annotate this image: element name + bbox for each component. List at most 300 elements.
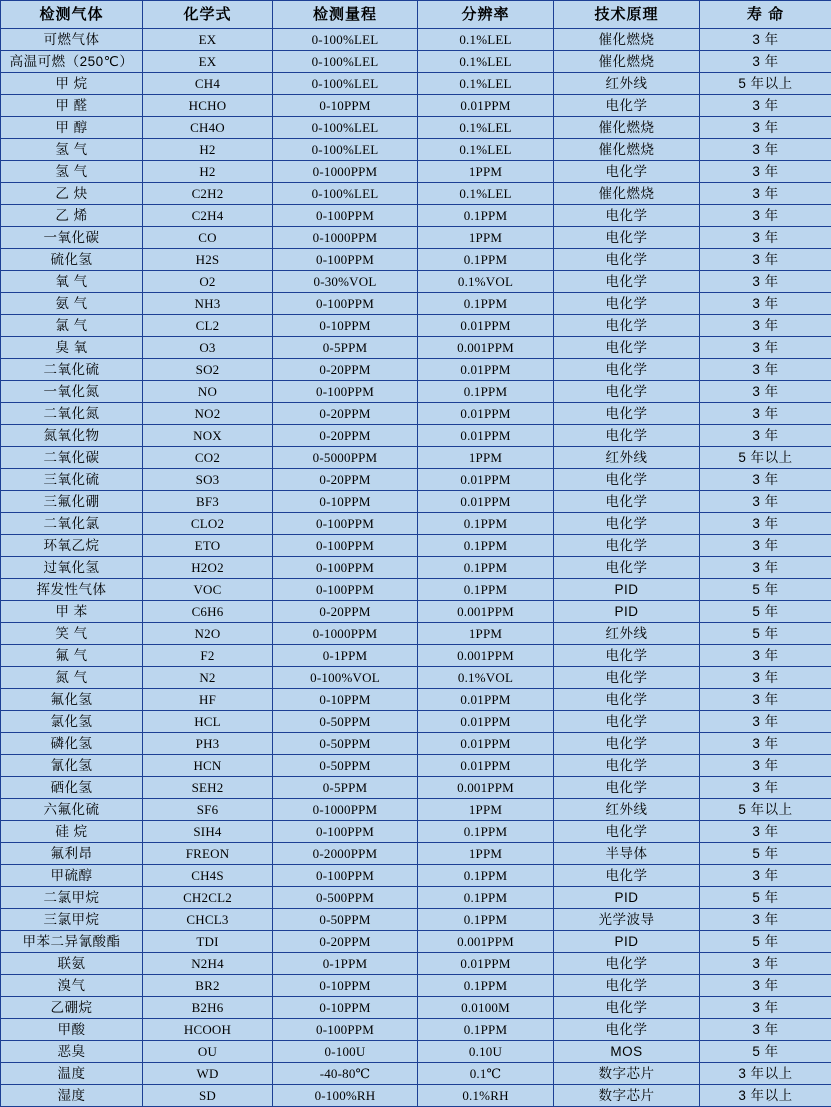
cell-lifetime: 3 年 [700,821,831,843]
cell-range: 0-30%VOL [273,271,418,293]
cell-range: 0-50PPM [273,733,418,755]
cell-range: 0-100%LEL [273,73,418,95]
cell-gas: 联氨 [1,953,143,975]
cell-principle: 电化学 [554,821,700,843]
cell-gas: 氮氧化物 [1,425,143,447]
cell-gas: 磷化氢 [1,733,143,755]
table-row [1,799,831,821]
cell-resolution: 0.0100M [418,997,554,1019]
table-row [1,865,831,887]
cell-lifetime: 3 年 [700,645,831,667]
cell-range: 0-10PPM [273,95,418,117]
cell-formula: NO [143,381,273,403]
table-row [1,183,831,205]
cell-principle: 红外线 [554,73,700,95]
table-row [1,95,831,117]
cell-gas: 乙硼烷 [1,997,143,1019]
table-row [1,953,831,975]
cell-formula: EX [143,29,273,51]
cell-principle: 电化学 [554,997,700,1019]
cell-resolution: 0.1PPM [418,293,554,315]
cell-formula: PH3 [143,733,273,755]
cell-formula: F2 [143,645,273,667]
cell-formula: HCHO [143,95,273,117]
cell-resolution: 0.01PPM [418,95,554,117]
cell-resolution: 0.1%LEL [418,139,554,161]
column-header-resolution: 分辨率 [418,1,554,29]
cell-gas: 二氧化氯 [1,513,143,535]
cell-range: 0-10PPM [273,997,418,1019]
table-row [1,293,831,315]
cell-formula: H2O2 [143,557,273,579]
cell-resolution: 0.1PPM [418,865,554,887]
cell-formula: C2H4 [143,205,273,227]
cell-resolution: 0.001PPM [418,777,554,799]
table-row [1,931,831,953]
cell-range: 0-20PPM [273,601,418,623]
cell-resolution: 0.1%LEL [418,51,554,73]
cell-principle: 电化学 [554,359,700,381]
cell-lifetime: 3 年 [700,953,831,975]
table-row [1,667,831,689]
cell-principle: 电化学 [554,535,700,557]
cell-range: 0-20PPM [273,359,418,381]
cell-lifetime: 3 年 [700,689,831,711]
cell-principle: 催化燃烧 [554,51,700,73]
cell-range: 0-100PPM [273,579,418,601]
cell-lifetime: 3 年 [700,711,831,733]
cell-principle: 红外线 [554,799,700,821]
cell-lifetime: 3 年 [700,139,831,161]
cell-gas: 甲苯二异氰酸酯 [1,931,143,953]
cell-lifetime: 3 年以上 [700,1085,831,1107]
table-row [1,623,831,645]
cell-range: 0-10PPM [273,491,418,513]
cell-lifetime: 3 年 [700,975,831,997]
cell-resolution: 0.01PPM [418,689,554,711]
table-row [1,997,831,1019]
cell-resolution: 0.1PPM [418,535,554,557]
cell-gas: 溴气 [1,975,143,997]
cell-formula: OU [143,1041,273,1063]
cell-gas: 温度 [1,1063,143,1085]
cell-range: 0-100%LEL [273,117,418,139]
cell-principle: 电化学 [554,975,700,997]
cell-formula: VOC [143,579,273,601]
cell-resolution: 0.10U [418,1041,554,1063]
cell-formula: N2 [143,667,273,689]
cell-range: 0-100PPM [273,293,418,315]
cell-gas: 甲 苯 [1,601,143,623]
cell-range: 0-100PPM [273,381,418,403]
table-row [1,909,831,931]
cell-gas: 乙 炔 [1,183,143,205]
table-row [1,975,831,997]
cell-principle: MOS [554,1041,700,1063]
cell-lifetime: 3 年 [700,491,831,513]
cell-principle: 电化学 [554,711,700,733]
table-row [1,843,831,865]
cell-formula: EX [143,51,273,73]
cell-principle: 数字芯片 [554,1063,700,1085]
table-row [1,359,831,381]
cell-gas: 湿度 [1,1085,143,1107]
cell-principle: 电化学 [554,513,700,535]
cell-principle: 电化学 [554,667,700,689]
cell-range: 0-100PPM [273,557,418,579]
cell-lifetime: 3 年 [700,381,831,403]
cell-principle: 电化学 [554,403,700,425]
cell-formula: SF6 [143,799,273,821]
table-row [1,1085,831,1107]
cell-gas: 二氧化碳 [1,447,143,469]
cell-range: 0-1PPM [273,645,418,667]
cell-formula: CHCL3 [143,909,273,931]
table-row [1,821,831,843]
cell-gas: 氨 气 [1,293,143,315]
table-row [1,73,831,95]
cell-gas: 甲 烷 [1,73,143,95]
cell-resolution: 0.1PPM [418,1019,554,1041]
cell-formula: O3 [143,337,273,359]
cell-formula: ETO [143,535,273,557]
cell-lifetime: 5 年 [700,1041,831,1063]
cell-lifetime: 3 年 [700,205,831,227]
cell-formula: CH4O [143,117,273,139]
cell-range: 0-1000PPM [273,799,418,821]
cell-range: 0-2000PPM [273,843,418,865]
cell-principle: 电化学 [554,953,700,975]
cell-gas: 氯 气 [1,315,143,337]
cell-formula: CO [143,227,273,249]
cell-resolution: 1PPM [418,623,554,645]
cell-lifetime: 5 年 [700,843,831,865]
cell-principle: 催化燃烧 [554,117,700,139]
table-row [1,777,831,799]
cell-lifetime: 3 年 [700,997,831,1019]
cell-resolution: 0.01PPM [418,953,554,975]
cell-range: 0-1000PPM [273,227,418,249]
cell-formula: HCN [143,755,273,777]
cell-resolution: 1PPM [418,227,554,249]
cell-range: 0-5PPM [273,337,418,359]
column-header-principle: 技术原理 [554,1,700,29]
cell-principle: 电化学 [554,95,700,117]
cell-range: 0-100U [273,1041,418,1063]
cell-formula: B2H6 [143,997,273,1019]
cell-gas: 甲 醛 [1,95,143,117]
cell-resolution: 0.01PPM [418,359,554,381]
cell-principle: 电化学 [554,1019,700,1041]
cell-lifetime: 5 年以上 [700,73,831,95]
cell-gas: 氢 气 [1,161,143,183]
cell-resolution: 0.01PPM [418,403,554,425]
cell-lifetime: 3 年 [700,161,831,183]
cell-resolution: 0.1%RH [418,1085,554,1107]
cell-gas: 硒化氢 [1,777,143,799]
cell-principle: 电化学 [554,689,700,711]
cell-gas: 二氯甲烷 [1,887,143,909]
cell-resolution: 0.1PPM [418,381,554,403]
cell-gas: 氟 气 [1,645,143,667]
cell-formula: H2 [143,139,273,161]
cell-resolution: 0.01PPM [418,469,554,491]
cell-formula: SD [143,1085,273,1107]
cell-lifetime: 3 年 [700,909,831,931]
cell-resolution: 0.1PPM [418,821,554,843]
cell-formula: NO2 [143,403,273,425]
cell-principle: 半导体 [554,843,700,865]
cell-principle: 电化学 [554,249,700,271]
cell-range: 0-10PPM [273,689,418,711]
cell-principle: PID [554,579,700,601]
cell-formula: H2S [143,249,273,271]
cell-resolution: 1PPM [418,447,554,469]
cell-principle: 电化学 [554,227,700,249]
cell-resolution: 0.001PPM [418,931,554,953]
table-row [1,535,831,557]
table-row [1,315,831,337]
column-header-gas: 检测气体 [1,1,143,29]
table-row [1,139,831,161]
cell-lifetime: 3 年 [700,95,831,117]
cell-gas: 硅 烷 [1,821,143,843]
cell-principle: 电化学 [554,161,700,183]
cell-lifetime: 3 年 [700,249,831,271]
cell-lifetime: 3 年 [700,425,831,447]
cell-range: 0-100%LEL [273,51,418,73]
cell-range: 0-50PPM [273,909,418,931]
cell-lifetime: 3 年 [700,271,831,293]
table-row [1,689,831,711]
cell-range: 0-1000PPM [273,161,418,183]
cell-resolution: 0.001PPM [418,645,554,667]
table-row [1,601,831,623]
cell-gas: 氰化氢 [1,755,143,777]
cell-range: 0-100PPM [273,535,418,557]
cell-range: 0-10PPM [273,975,418,997]
cell-lifetime: 3 年 [700,469,831,491]
table-row [1,117,831,139]
cell-principle: 红外线 [554,623,700,645]
cell-formula: CL2 [143,315,273,337]
cell-principle: 电化学 [554,645,700,667]
cell-range: 0-100PPM [273,249,418,271]
cell-principle: 电化学 [554,865,700,887]
cell-lifetime: 3 年 [700,51,831,73]
table-row [1,51,831,73]
cell-gas: 一氧化氮 [1,381,143,403]
cell-lifetime: 5 年以上 [700,447,831,469]
cell-resolution: 0.1%LEL [418,73,554,95]
cell-lifetime: 3 年 [700,777,831,799]
cell-range: 0-20PPM [273,469,418,491]
cell-formula: C2H2 [143,183,273,205]
cell-gas: 六氟化硫 [1,799,143,821]
cell-range: 0-100PPM [273,865,418,887]
cell-principle: PID [554,931,700,953]
table-row [1,337,831,359]
table-row [1,491,831,513]
cell-formula: TDI [143,931,273,953]
column-header-lifetime: 寿 命 [700,1,831,29]
cell-formula: NOX [143,425,273,447]
cell-gas: 甲 醇 [1,117,143,139]
cell-lifetime: 3 年 [700,667,831,689]
table-row [1,469,831,491]
cell-resolution: 0.1%LEL [418,183,554,205]
cell-gas: 氧 气 [1,271,143,293]
cell-formula: BF3 [143,491,273,513]
cell-gas: 可燃气体 [1,29,143,51]
cell-formula: WD [143,1063,273,1085]
cell-gas: 挥发性气体 [1,579,143,601]
cell-resolution: 0.1PPM [418,249,554,271]
cell-formula: SO2 [143,359,273,381]
column-header-formula: 化学式 [143,1,273,29]
cell-formula: NH3 [143,293,273,315]
cell-gas: 氢 气 [1,139,143,161]
cell-gas: 二氧化硫 [1,359,143,381]
cell-principle: 电化学 [554,491,700,513]
cell-formula: FREON [143,843,273,865]
cell-lifetime: 5 年 [700,931,831,953]
cell-range: 0-1000PPM [273,623,418,645]
cell-formula: HCOOH [143,1019,273,1041]
cell-range: 0-20PPM [273,425,418,447]
cell-gas: 臭 氧 [1,337,143,359]
cell-resolution: 0.01PPM [418,315,554,337]
cell-lifetime: 3 年 [700,337,831,359]
table-row [1,513,831,535]
cell-lifetime: 3 年 [700,29,831,51]
cell-range: 0-20PPM [273,931,418,953]
cell-gas: 过氧化氢 [1,557,143,579]
cell-gas: 氮 气 [1,667,143,689]
cell-formula: N2O [143,623,273,645]
cell-resolution: 1PPM [418,799,554,821]
cell-lifetime: 5 年以上 [700,799,831,821]
cell-principle: 电化学 [554,271,700,293]
cell-gas: 硫化氢 [1,249,143,271]
cell-range: 0-5PPM [273,777,418,799]
table-row [1,249,831,271]
cell-resolution: 0.1%LEL [418,117,554,139]
cell-principle: 电化学 [554,557,700,579]
cell-range: 0-100PPM [273,205,418,227]
cell-lifetime: 3 年 [700,293,831,315]
cell-lifetime: 5 年 [700,623,831,645]
cell-gas: 甲酸 [1,1019,143,1041]
cell-resolution: 0.1PPM [418,557,554,579]
cell-formula: H2 [143,161,273,183]
cell-formula: HCL [143,711,273,733]
cell-principle: PID [554,887,700,909]
cell-range: 0-5000PPM [273,447,418,469]
cell-range: 0-100PPM [273,1019,418,1041]
cell-formula: SEH2 [143,777,273,799]
cell-gas: 笑 气 [1,623,143,645]
cell-gas: 乙 烯 [1,205,143,227]
table-row [1,29,831,51]
table-row [1,447,831,469]
cell-resolution: 0.1PPM [418,975,554,997]
cell-lifetime: 5 年 [700,601,831,623]
cell-range: 0-100%LEL [273,29,418,51]
cell-principle: 电化学 [554,315,700,337]
table-row [1,645,831,667]
cell-lifetime: 5 年 [700,887,831,909]
cell-gas: 高温可燃（250℃） [1,51,143,73]
cell-range: 0-500PPM [273,887,418,909]
cell-lifetime: 3 年 [700,403,831,425]
cell-lifetime: 3 年 [700,183,831,205]
cell-lifetime: 3 年 [700,513,831,535]
table-row [1,1063,831,1085]
table-row [1,205,831,227]
cell-lifetime: 3 年 [700,1019,831,1041]
cell-principle: 电化学 [554,293,700,315]
cell-resolution: 0.1PPM [418,887,554,909]
cell-range: 0-100%RH [273,1085,418,1107]
cell-principle: 电化学 [554,381,700,403]
cell-lifetime: 3 年以上 [700,1063,831,1085]
cell-gas: 环氧乙烷 [1,535,143,557]
cell-lifetime: 3 年 [700,117,831,139]
cell-range: 0-1PPM [273,953,418,975]
cell-formula: CO2 [143,447,273,469]
table-row [1,557,831,579]
cell-principle: 电化学 [554,425,700,447]
table-row [1,271,831,293]
cell-resolution: 0.01PPM [418,425,554,447]
table-row [1,1041,831,1063]
table-row [1,711,831,733]
cell-principle: 电化学 [554,205,700,227]
cell-resolution: 0.001PPM [418,337,554,359]
cell-principle: 光学波导 [554,909,700,931]
cell-principle: 电化学 [554,755,700,777]
table-header-row [1,1,831,29]
cell-principle: 催化燃烧 [554,29,700,51]
table-row [1,227,831,249]
cell-formula: CLO2 [143,513,273,535]
cell-formula: HF [143,689,273,711]
table-row [1,381,831,403]
column-header-range: 检测量程 [273,1,418,29]
cell-lifetime: 3 年 [700,865,831,887]
cell-gas: 恶臭 [1,1041,143,1063]
cell-gas: 氟化氢 [1,689,143,711]
cell-range: -40-80℃ [273,1063,418,1085]
cell-resolution: 0.1%VOL [418,271,554,293]
cell-resolution: 0.01PPM [418,733,554,755]
cell-lifetime: 3 年 [700,227,831,249]
cell-formula: CH4S [143,865,273,887]
table-row [1,579,831,601]
cell-resolution: 0.1℃ [418,1063,554,1085]
cell-gas: 三氯甲烷 [1,909,143,931]
cell-principle: 催化燃烧 [554,183,700,205]
cell-gas: 三氧化硫 [1,469,143,491]
cell-resolution: 0.1PPM [418,513,554,535]
cell-gas: 氯化氢 [1,711,143,733]
cell-range: 0-100%LEL [273,183,418,205]
cell-resolution: 1PPM [418,843,554,865]
cell-principle: 催化燃烧 [554,139,700,161]
cell-resolution: 0.001PPM [418,601,554,623]
cell-resolution: 0.1PPM [418,909,554,931]
